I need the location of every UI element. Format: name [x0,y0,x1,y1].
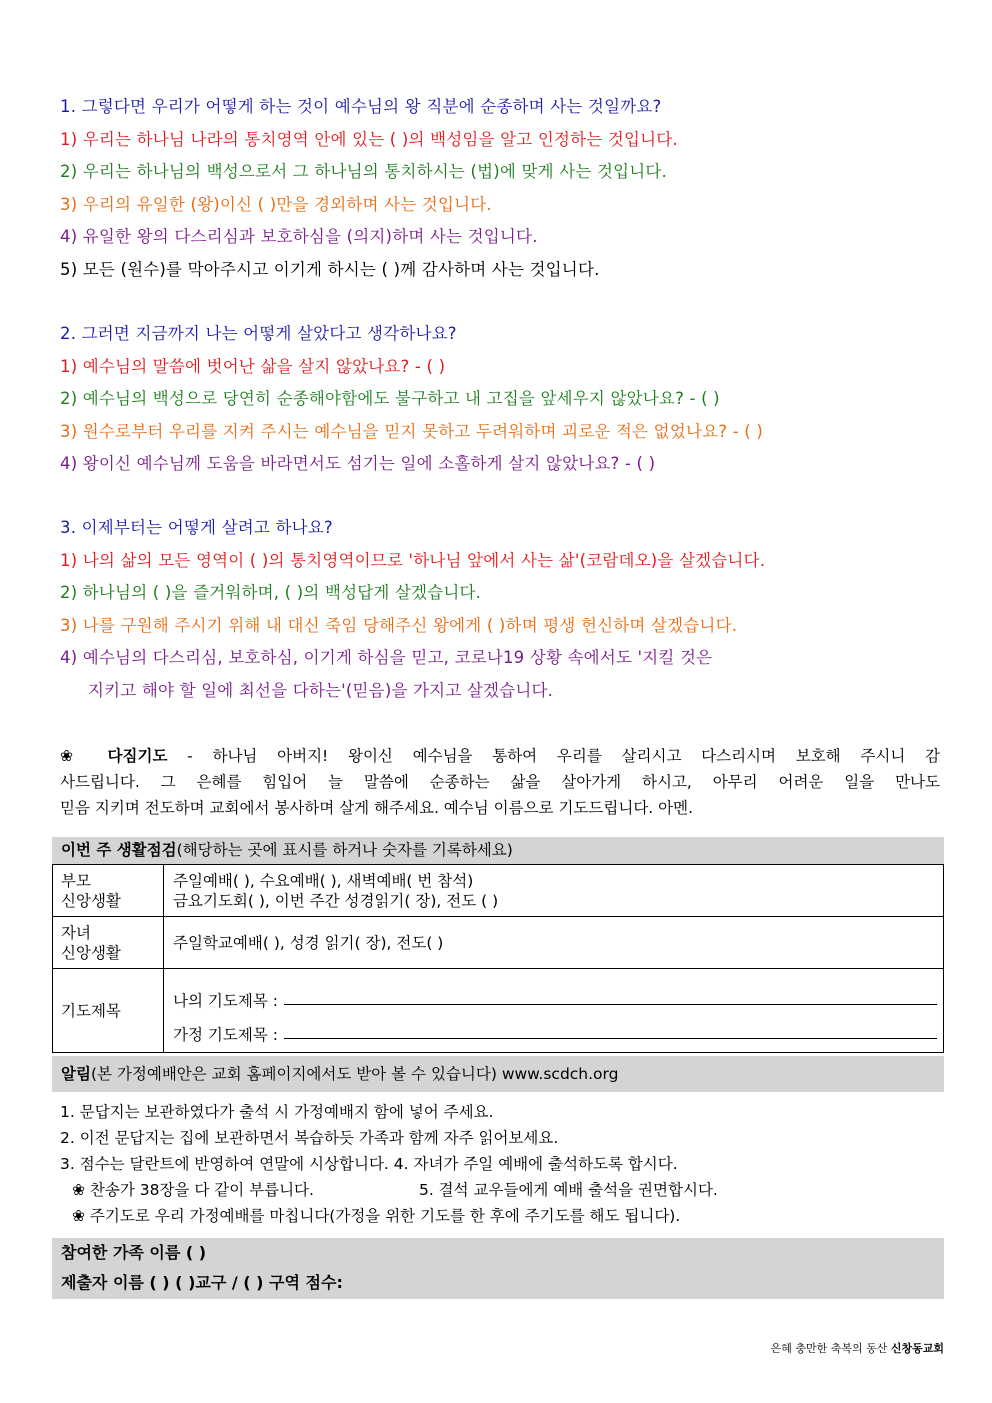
question-1-item: 4) 유일한 왕의 다스리심과 보호하심을 (의지)하며 사는 것입니다. [60,227,538,246]
table-row [53,865,944,917]
family-prayer-field[interactable] [284,1038,937,1039]
notes-list [60,1099,950,1229]
question-2-item: 1) 예수님의 말씀에 벗어난 삶을 살지 않았나요? - ( ) [60,356,446,376]
question-1-block [60,91,960,286]
children-label-sub: 신앙생활 [61,943,121,962]
my-prayer-field[interactable] [284,1004,937,1005]
parents-label-sub: 신앙생활 [61,891,121,910]
family-prayer-label: 가정 기도제목 : [173,1025,278,1044]
note-item [60,1203,950,1229]
parents-check-line[interactable]: 금요기도회( ), 이번 주간 성경읽기( 장), 전도 ( ) [173,891,499,910]
question-2-item: 3) 원수로부터 우리를 지켜 주시는 예수님을 믿지 못하고 두려워하며 괴로운 적은 없었나요? - ( ) [60,421,763,441]
notice-title: 알림 [61,1065,91,1083]
question-1-heading: 1. 그렇다면 우리가 어떻게 하는 것이 예수님의 왕 직분에 순종하며 사는 것일까요? [60,97,662,116]
notice-bar [52,1056,944,1092]
family-names-field[interactable]: 참여한 가족 이름 ( ) [61,1243,207,1262]
children-label-cell [53,917,164,969]
weekly-check-title: 이번 주 생활점검 [61,841,177,859]
table-row [53,969,944,1053]
note-item: 3. 점수는 달란트에 반영하여 연말에 시상합니다. 4. 자녀가 주일 예배에 출석하도록 합시다. [60,1155,678,1173]
question-1-item: 2) 우리는 하나님의 백성으로서 그 하나님의 통치하시는 (법)에 맞게 사는 것입니다. [60,162,667,181]
question-3-item: 1) 나의 삶의 모든 영역이 ( )의 통치영역이므로 '하나님 앞에서 사는 삶'(코람데오)을 살겠습니다. [60,550,766,570]
question-1-item: 3) 우리의 유일한 (왕)이신 ( )만을 경외하며 사는 것입니다. [60,194,492,214]
parents-label-cell [53,865,164,917]
submitter-field[interactable]: 제출자 이름 ( ) ( )교구 / ( ) 구역 점수: [61,1273,343,1292]
note-item: 2. 이전 문답지는 집에 보관하면서 복습하듯 가족과 함께 자주 읽어보세요. [60,1129,559,1147]
family-prayer-line [173,1011,943,1045]
note-item-5: 5. 결석 교우들에게 예배 출석을 권면합시다. [418,1181,718,1199]
note-item: 1. 문답지는 보관하였다가 출석 시 가정예배지 함에 넣어 주세요. [60,1103,494,1121]
question-2-item: 4) 왕이신 예수님께 도움을 바라면서도 섬기는 일에 소홀하게 살지 않았나요? - ( ) [60,454,656,473]
prayer-topics-cell [164,969,944,1053]
church-name: 신창동교회 [890,1342,944,1355]
prayer-text: - 하나님 아버지! 왕이신 예수님을 통하여 우리를 살리시고 다스리시며 보호해 주시니 감 [167,747,940,765]
prayer-line-2: 사드립니다. 그 은혜를 힘입어 늘 말씀에 순종하는 삶을 살아가게 하시고, 아무리 어려운 일을 만나도 [60,773,940,791]
hymn-note: ❀ 찬송가 38장을 다 같이 부릅니다. [72,1181,314,1199]
my-prayer-line [173,977,943,1011]
footer-slogan: 은혜 충만한 축복의 동산 [770,1342,891,1355]
children-label: 자녀 [61,923,91,942]
question-2-heading: 2. 그러면 지금까지 나는 어떻게 살았다고 생각하나요? [60,324,457,343]
question-2-item: 2) 예수님의 백성으로 당연히 순종해야함에도 불구하고 내 고집을 앞세우지 않았나요? - ( ) [60,389,720,408]
prayer-line-1 [60,743,940,769]
church-footer [771,1340,944,1356]
closing-prayer-detail: (가정을 위한 기도를 한 후에 주기도를 해도 됩니다). [329,1207,681,1225]
question-3-heading: 3. 이제부터는 어떻게 살려고 하나요? [60,518,333,537]
question-3-item-continued: 지키고 해야 할 일에 최선을 다하는'(믿음)을 가지고 살겠습니다. [88,680,554,700]
prayer-topics-label: 기도제목 [53,969,164,1053]
question-1-item: 5) 모든 (원수)를 막아주시고 이기게 하시는 ( )께 감사하며 사는 것입니다. [60,259,600,279]
weekly-check-table [52,864,944,1053]
children-check-line[interactable]: 주일학교예배( ), 성경 읽기( 장), 전도( ) [173,933,444,952]
question-2-block [60,318,960,481]
weekly-check-subtitle: (해당하는 곳에 표시를 하거나 숫자를 기록하세요) [176,841,513,859]
notice-text: (본 가정예배안은 교회 홈페이지에서도 받아 볼 수 있습니다) www.scdch.org [90,1065,619,1083]
note-item [60,1177,950,1203]
parents-label: 부모 [61,871,91,890]
flower-icon: ❀ [60,747,88,765]
weekly-check-section [52,837,944,1053]
my-prayer-label: 나의 기도제목 : [173,991,278,1010]
question-1-item: 1) 우리는 하나님 나라의 통치영역 안에 있는 ( )의 백성임을 알고 인정하는 것입니다. [60,129,678,149]
question-3-block [60,512,960,707]
weekly-check-header [52,837,944,864]
prayer-title: 다짐기도 [107,747,168,765]
table-row [53,917,944,969]
parents-check-line[interactable]: 주일예배( ), 수요예배( ), 새벽예배( 번 참석) [173,871,474,890]
closing-prayer-note: ❀ 주기도로 우리 가정예배를 마칩니다 [72,1207,330,1225]
children-content-cell [164,917,944,969]
question-3-item: 2) 하나님의 ( )을 즐거워하며, ( )의 백성답게 살겠습니다. [60,583,482,602]
resolution-prayer [60,743,940,821]
question-3-item: 3) 나를 구원해 주시기 위해 내 대신 죽임 당해주신 왕에게 ( )하며 평생 헌신하며 살겠습니다. [60,615,738,635]
question-3-item: 4) 예수님의 다스리심, 보호하심, 이기게 하심을 믿고, 코로나19 상황 속에서도 '지킬 것은 [60,648,713,667]
prayer-line-3: 믿음 지키며 전도하며 교회에서 봉사하며 살게 해주세요. 예수님 이름으로 기도드립니다. 아멘. [60,799,694,817]
parents-content-cell [164,865,944,917]
submission-bar [52,1238,944,1299]
